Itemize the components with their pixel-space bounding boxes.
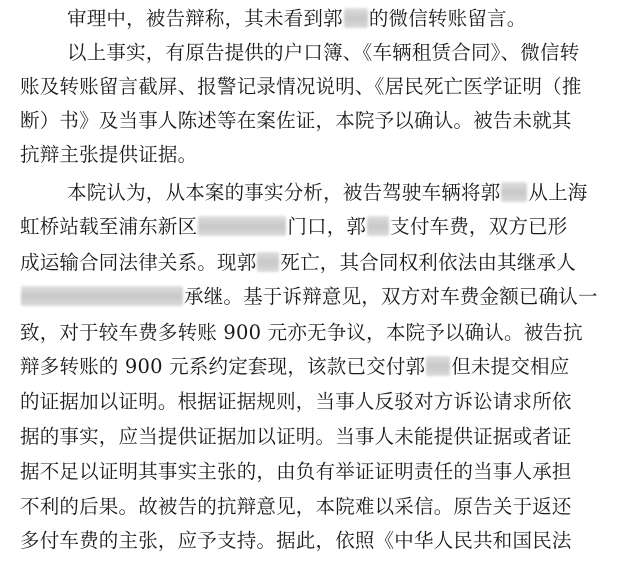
text-segment: 但未提交相应 (451, 355, 570, 378)
text-segment: 抗辩主张提供证据。 (20, 143, 198, 166)
text-segment: 虹桥站载至浦东新区 (20, 215, 198, 238)
text-line-9 (20, 280, 620, 314)
text-line-2 (67, 36, 631, 70)
text-line-14 (20, 455, 620, 489)
text-line-3 (20, 70, 620, 104)
text-segment: 致，对于较车费多转账 900 元亦无争议，本院予以确认。被告抗 (20, 321, 583, 344)
text-segment: 据的事实，应当提供证据加以证明。当事人未能提供证据或者证 (20, 425, 572, 448)
text-line-8 (20, 246, 620, 280)
text-segment: 审理中，被告辩称，其未看到郭 (67, 7, 343, 30)
text-line-6 (67, 176, 631, 210)
text-segment: 死亡，其合同权利依法由其继承人 (280, 251, 576, 274)
text-line-1 (67, 2, 631, 36)
text-segment: 本院认为，从本案的事实分析，被告驾驶车辆将郭 (67, 181, 501, 204)
text-segment: 据不足以证明其事实主张的，由负有举证证明责任的当事人承担 (20, 460, 572, 483)
text-line-15 (20, 490, 620, 524)
text-line-10 (20, 316, 620, 350)
text-segment: 承继。基于诉辩意见，双方对车费金额已确认一 (184, 285, 598, 308)
text-line-12 (20, 385, 620, 419)
redacted-name (344, 8, 368, 28)
text-segment: 多付车费的主张，应予支持。据此，依照《中华人民共和国民法 (20, 529, 572, 552)
text-segment: 以上事实，有原告提供的户口簿、《车辆租赁合同》、微信转 (67, 41, 580, 64)
text-segment: 从上海 (528, 181, 588, 204)
text-line-7 (20, 210, 620, 244)
text-segment: 支付车费，双方已形 (390, 215, 568, 238)
redacted-heirs (21, 286, 183, 306)
text-line-4 (20, 104, 620, 138)
text-segment: 成运输合同法律关系。现郭 (20, 251, 257, 274)
redacted-address (198, 216, 286, 236)
redacted-name (426, 356, 450, 376)
text-segment: 辩多转账的 900 元系约定套现，该款已交付郭 (20, 355, 426, 378)
redacted-name (501, 182, 527, 202)
redacted-name (257, 252, 279, 272)
text-line-16 (20, 524, 620, 558)
text-segment: 门口，郭 (287, 215, 367, 238)
text-line-11 (20, 350, 620, 384)
text-line-5 (20, 138, 620, 172)
text-segment: 不利的后果。故被告的抗辩意见，本院难以采信。原告关于返还 (20, 495, 572, 518)
redacted-name (367, 216, 389, 236)
text-segment: 的证据加以证明。根据证据规则，当事人反驳对方诉讼请求所依 (20, 390, 572, 413)
text-line-13 (20, 420, 620, 454)
text-segment: 的微信转账留言。 (368, 7, 527, 30)
text-segment: 断）书》及当事人陈述等在案佐证，本院予以确认。被告未就其 (20, 109, 572, 132)
text-segment: 账及转账留言截屏、报警记录情况说明、《居民死亡医学证明（推 (20, 75, 582, 98)
